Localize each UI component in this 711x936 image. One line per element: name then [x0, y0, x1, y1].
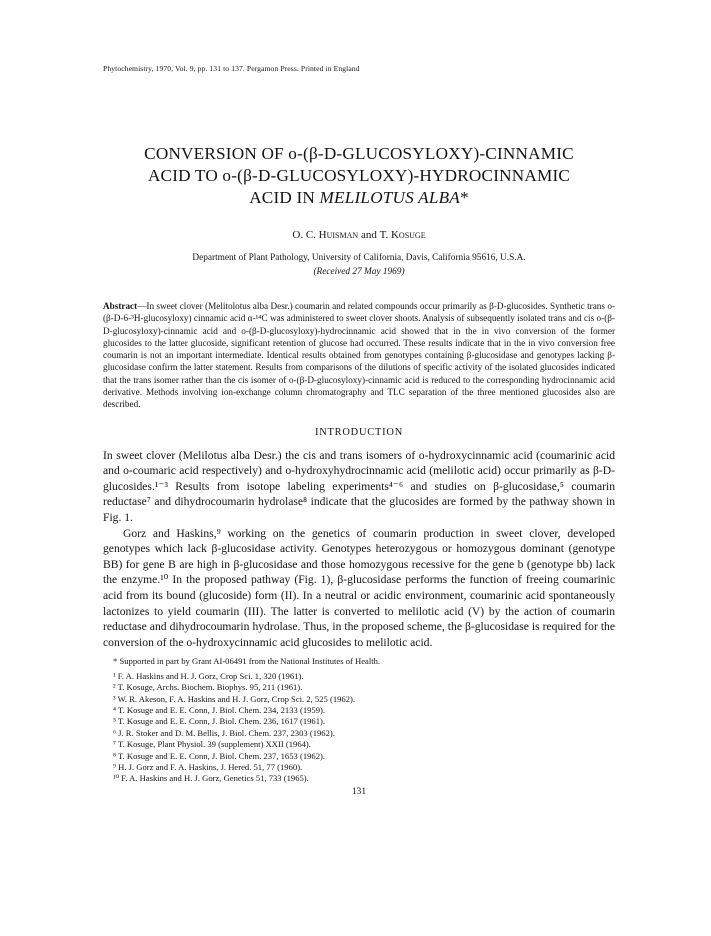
abstract-label: Abstract — [103, 301, 138, 311]
article-title — [103, 143, 615, 209]
reference-footnote: ² T. Kosuge, Archs. Biochem. Biophys. 95, 211 (1961). — [113, 682, 303, 693]
author-conjunction: and — [358, 229, 380, 241]
title-line-1: CONVERSION OF o-(β-D-GLUCOSYLOXY)-CINNAMIC — [144, 144, 574, 163]
affiliation: Department of Plant Pathology, University of California, Davis, California 95616, U.S.A. — [192, 253, 526, 263]
author-1: O. C. Huisman — [292, 229, 359, 241]
intro-paragraph-2: Gorz and Haskins,⁹ working on the genetics of coumarin production in sweet clover, developed genotypes which lack β-glucosidase activity. Genotypes heterozygous or homozygous dominant (genotype BB) for gene B are high in β-glucosidase and those homozygous recessive for the gene b (genotype bb) lack the enzyme.¹⁰ In the proposed pathway (Fig. 1), β-glucosidase performs the function of freeing coumarinic acid from its bound (glucoside) form (II). In a neutral or acidic environment, coumarinic acid spontaneously lactonizes to yield coumarin (III). The latter is converted to melilotic acid (V) by the action of coumarin reductase and dihydrocoumarin hydrolase. Thus, in the proposed scheme, the β-glucosidase is required for the conversion of the o-hydroxycinnamic acid glucosides to melilotic acid. — [103, 526, 615, 649]
introduction-body — [103, 448, 615, 651]
reference-footnote: ⁷ T. Kosuge, Plant Physiol. 39 (supplement) XXII (1964). — [113, 739, 311, 750]
title-line-3-species: MELILOTUS ALBA — [319, 188, 461, 207]
author-2: T. Kosuge — [379, 229, 426, 241]
footnotes — [103, 656, 615, 784]
abstract — [103, 300, 615, 411]
funding-footnote: * Supported in part by Grant AI-06491 from the National Institutes of Health. — [113, 656, 381, 667]
running-head: Phytochemistry, 1970, Vol. 9, pp. 131 to 137. Pergamon Press. Printed in England — [103, 64, 360, 73]
section-heading-introduction: INTRODUCTION — [314, 426, 404, 438]
title-line-2: ACID TO o-(β-D-GLUCOSYLOXY)-HYDROCINNAMIC — [147, 166, 571, 185]
abstract-text: —In sweet clover (Melitolotus alba Desr.) coumarin and related compounds occur primarily as β-D-glucosides. Synthetic trans o-(β-D-6-³H-glucosyloxy) cinnamic acid α-¹⁴C was administered to sweet clover shoots. Analysis of subsequently isolated trans and cis o-(β-D-glucosyloxy)-cinnamic acid and o-(β-D-glucosyloxy)-hydrocinnamic acid showed that in the in vivo conversion of the former glucosides to the latter glucoside, significant retention of glucose had occurred. These results indicate that in the in vivo conversion free coumarin is not an important intermediate. Identical results obtained from genotypes containing β-glucosidase and genotypes lacking β-glucosidase confirm the latter statement. Results from comparisons of the dilutions of specific activity of the isolated glucosides indicated that the trans isomer rather than the cis isomer of o-(β-D-glucosyloxy)-cinnamic acid is reduced to the corresponding hydrocinnamic acid derivative. Methods involving ion-exchange column chromatography and TLC separation of the three mentioned glucosides also are described. — [103, 301, 615, 410]
reference-footnote: ¹⁰ F. A. Haskins and H. J. Gorz, Genetics 51, 733 (1965). — [113, 773, 309, 784]
reference-footnote: ⁴ T. Kosuge and E. E. Conn, J. Biol. Chem. 234, 2133 (1959). — [113, 705, 326, 716]
reference-footnote: ³ W. R. Akeson, F. A. Haskins and H. J. Gorz, Crop Sci. 2, 525 (1962). — [113, 693, 356, 704]
title-footnote-mark: * — [460, 188, 469, 207]
reference-footnote: ⁹ H. J. Gorz and F. A. Haskins, J. Hered. 51, 77 (1960). — [113, 762, 303, 773]
page-number: 131 — [351, 786, 367, 797]
reference-footnote: ⁸ T. Kosuge and E. E. Conn, J. Biol. Chem. 237, 1653 (1962). — [113, 750, 326, 761]
author-line — [103, 229, 615, 241]
reference-footnote: ⁶ J. R. Stoker and D. M. Bellis, J. Biol. Chem. 237, 2303 (1962). — [113, 727, 335, 738]
reference-footnote: ¹ F. A. Haskins and H. J. Gorz, Crop Sci. 1, 320 (1961). — [113, 670, 304, 681]
received-date: (Received 27 May 1969) — [313, 267, 405, 277]
intro-paragraph-1: In sweet clover (Melilotus alba Desr.) the cis and trans isomers of o-hydroxycinnamic acid (coumarinic acid and o-coumaric acid respectively) and o-hydroxyhydrocinnamic acid (melilotic acid) occur primarily as β-D-glucosides.¹⁻³ Results from isotope labeling experiments⁴⁻⁶ and studies on β-glucosidase,⁵ coumarin reductase⁷ and dihydrocoumarin hydrolase⁸ indicate that the glucosides are formed by the pathway shown in Fig. 1. — [103, 448, 615, 525]
title-line-3a: ACID IN — [249, 188, 320, 207]
reference-footnote: ⁵ T. Kosuge and E. E. Conn, J. Biol. Chem. 236, 1617 (1961). — [113, 716, 326, 727]
